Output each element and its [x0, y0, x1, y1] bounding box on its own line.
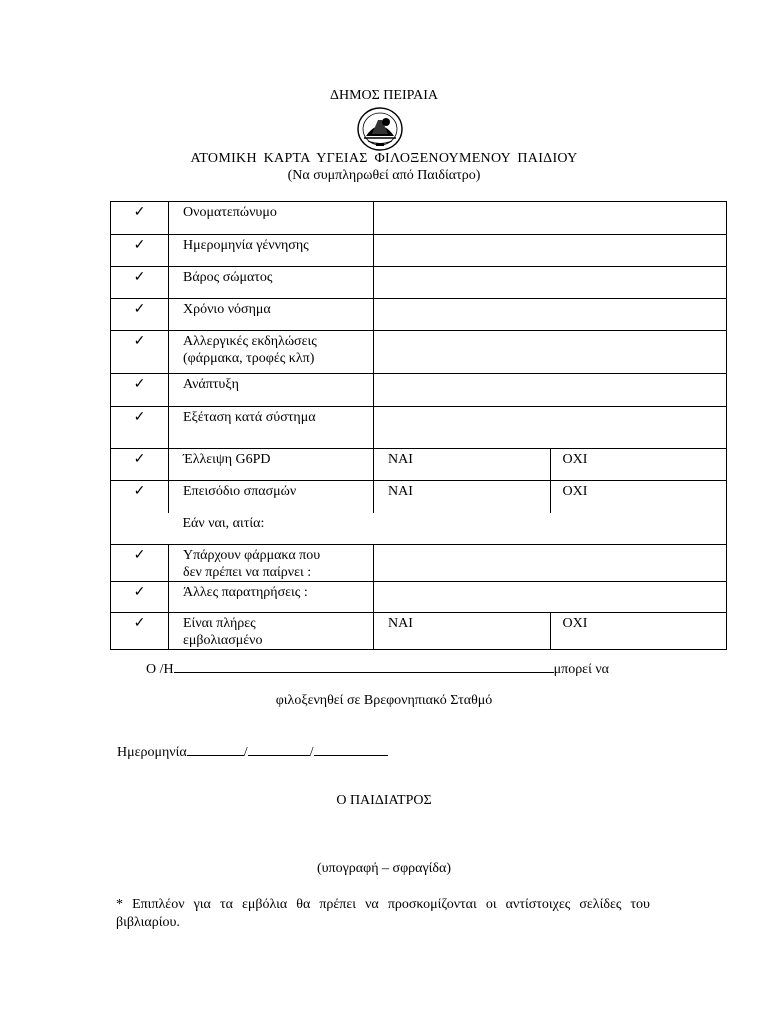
row-label: Έλλειψη G6PD: [169, 449, 374, 481]
health-card-table: [110, 201, 727, 650]
table-row: [111, 202, 727, 235]
date-separator: /: [243, 745, 248, 760]
row-label: Εξέταση κατά σύστημα: [169, 407, 374, 449]
row-label: Ονοματεπώνυμο: [169, 202, 374, 235]
answer-field[interactable]: [374, 582, 727, 613]
date-label: Ημερομηνία: [117, 745, 187, 760]
row-label-line: Είναι πλήρες: [183, 616, 256, 631]
child-name-blank[interactable]: [174, 660, 554, 673]
statement-prefix: Ο /Η: [146, 662, 174, 677]
table-row: [111, 407, 727, 449]
no-option[interactable]: ΟΧΙ: [550, 481, 727, 513]
row-label: Ημερομηνία γέννησης: [169, 235, 374, 267]
row-label: Επεισόδιο σπασμών: [169, 481, 374, 513]
table-row: [111, 449, 727, 481]
row-label: Βάρος σώματος: [169, 267, 374, 299]
date-separator: /: [309, 745, 314, 760]
no-option[interactable]: ΟΧΙ: [550, 613, 727, 650]
statement-line2: φιλοξενηθεί σε Βρεφονηπιακό Σταθμό: [275, 693, 493, 708]
answer-field[interactable]: [374, 374, 727, 407]
no-option[interactable]: ΟΧΙ: [550, 449, 727, 481]
table-row: [111, 582, 727, 613]
check-icon: ✓: [111, 235, 169, 267]
yes-option[interactable]: ΝΑΙ: [374, 481, 551, 513]
cause-field[interactable]: [374, 513, 727, 545]
row-label-line: (φάρμακα, τροφές κλπ): [183, 351, 315, 366]
table-row: [111, 331, 727, 374]
table-row: [111, 235, 727, 267]
check-icon: ✓: [111, 374, 169, 407]
check-icon: ✓: [111, 299, 169, 331]
table-row: [111, 613, 727, 650]
table-row: [111, 545, 727, 582]
row-label: Χρόνιο νόσημα: [169, 299, 374, 331]
municipal-seal-icon: [356, 106, 404, 152]
answer-field[interactable]: [374, 299, 727, 331]
table-row: [111, 267, 727, 299]
footnote: * Επιπλέον για τα εμβόλια θα πρέπει να προσκομίζονται οι αντίστοιχες σελίδες του βιβλιαρίου.: [116, 897, 650, 930]
answer-field[interactable]: [374, 545, 727, 582]
row-label-line: Αλλεργικές εκδηλώσεις: [183, 334, 317, 349]
pediatrician-title: Ο ΠΑΙΔΙΑΤΡΟΣ: [336, 793, 432, 808]
answer-field[interactable]: [374, 235, 727, 267]
date-line: [117, 743, 388, 761]
table-row: [111, 299, 727, 331]
check-icon: ✓: [111, 202, 169, 235]
row-label: [169, 331, 374, 374]
card-subtitle: (Να συμπληρωθεί από Παιδίατρο): [287, 168, 481, 183]
row-label: [169, 613, 374, 650]
card-title: ΑΤΟΜΙΚΗ ΚΑΡΤΑ ΥΓΕΙΑΣ ΦΙΛΟΞΕΝΟΥΜΕΝΟΥ ΠΑΙΔΙΟΥ: [190, 151, 578, 166]
check-icon: ✓: [111, 449, 169, 481]
check-icon: ✓: [111, 613, 169, 650]
check-icon: ✓: [111, 267, 169, 299]
check-icon: ✓: [111, 331, 169, 374]
row-label: Ανάπτυξη: [169, 374, 374, 407]
signature-caption: (υπογραφή – σφραγίδα): [316, 861, 452, 876]
date-year-blank[interactable]: [314, 743, 388, 756]
date-month-blank[interactable]: [248, 743, 310, 756]
date-day-blank[interactable]: [187, 743, 244, 756]
yes-option[interactable]: ΝΑΙ: [374, 449, 551, 481]
row-label: [169, 545, 374, 582]
check-icon: ✓: [111, 481, 169, 513]
row-label: Άλλες παρατηρήσεις :: [169, 582, 374, 613]
child-name-statement: [146, 660, 609, 678]
table-row: [111, 481, 727, 513]
statement-suffix: μπορεί να: [553, 662, 609, 677]
answer-field[interactable]: [374, 407, 727, 449]
table-row: [111, 374, 727, 407]
check-icon: ✓: [111, 545, 169, 582]
row-label-line: εμβολιασμένο: [183, 633, 263, 648]
answer-field[interactable]: [374, 267, 727, 299]
yes-option[interactable]: ΝΑΙ: [374, 613, 551, 650]
answer-field[interactable]: [374, 331, 727, 374]
row-label: Εάν ναι, αιτία:: [182, 515, 265, 531]
check-icon: ✓: [111, 582, 169, 613]
municipality-title: ΔΗΜΟΣ ΠΕΙΡΑΙΑ: [329, 88, 439, 103]
answer-field[interactable]: [374, 202, 727, 235]
row-label-line: Υπάρχουν φάρμακα που: [183, 548, 321, 563]
row-label-line: δεν πρέπει να παίρνει :: [183, 565, 312, 580]
check-icon: ✓: [111, 407, 169, 449]
table-row: [111, 513, 727, 545]
